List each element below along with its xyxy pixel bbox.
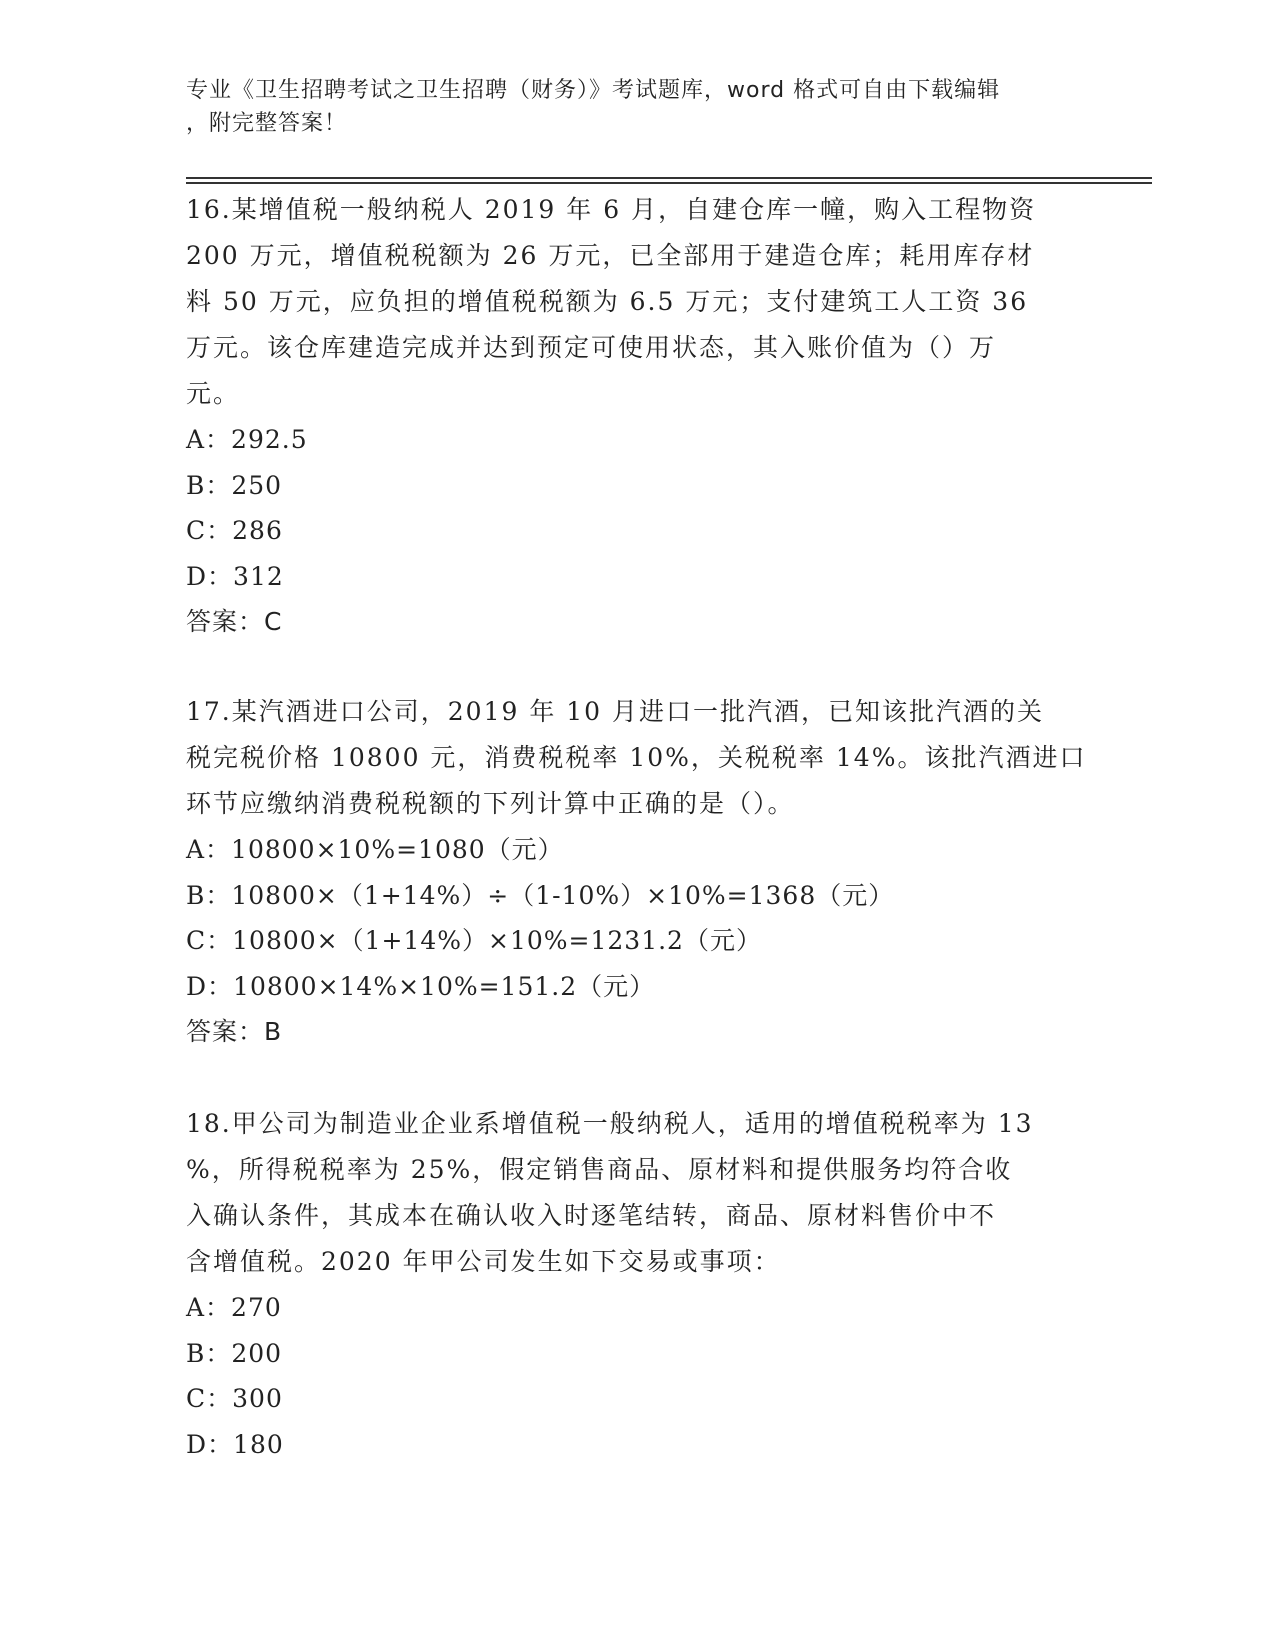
stem-line: 入确认条件，其成本在确认收入时逐笔结转，商品、原材料售价中不 [186, 1201, 997, 1230]
stem-line: 万元。该仓库建造完成并达到预定可使用状态，其入账价值为（）万 [186, 333, 997, 362]
stem-line: 元。 [186, 379, 241, 408]
option-a: A：270 [186, 1293, 282, 1322]
option-b: B：200 [186, 1338, 283, 1368]
header-line: ，附完整答案！ [186, 111, 348, 136]
header-divider-bottom [186, 182, 1152, 184]
option-b: B：250 [186, 470, 283, 500]
question-options [186, 827, 1086, 1009]
stem-line: 料 50 万元，应负担的增值税税额为 6.5 万元；支付建筑工人工资 36 [186, 287, 1029, 316]
question-17 [186, 689, 1086, 1055]
option-b: B：10800×（1+14%）÷（1-10%）×10%=1368（元） [186, 880, 895, 910]
stem-line: 17.某汽酒进口公司，2019 年 10 月进口一批汽酒，已知该批汽酒的关 [186, 697, 1045, 726]
header-line: 专业《卫生招聘考试之卫生招聘（财务）》考试题库，word 格式可自由下载编辑 [186, 78, 1001, 103]
option-c: C：286 [186, 516, 283, 545]
stem-line: 含增值税。2020 年甲公司发生如下交易或事项： [186, 1247, 781, 1276]
option-a: A：10800×10%=1080（元） [186, 835, 564, 864]
stem-line: %，所得税税率为 25%，假定销售商品、原材料和提供服务均符合收 [186, 1155, 1013, 1184]
option-d: D：180 [186, 1429, 284, 1459]
stem-line: 18.甲公司为制造业企业系增值税一般纳税人，适用的增值税税率为 13 [186, 1109, 1034, 1138]
question-stem [186, 1101, 1086, 1285]
option-c: C：10800×（1+14%）×10%=1231.2（元） [186, 926, 762, 955]
header-divider-top [186, 177, 1152, 179]
stem-line: 环节应缴纳消费税税额的下列计算中正确的是（）。 [186, 789, 795, 818]
question-16 [186, 187, 1086, 645]
question-stem [186, 689, 1086, 827]
option-d: D：312 [186, 561, 284, 591]
question-options [186, 1285, 1086, 1467]
question-18 [186, 1101, 1086, 1467]
question-stem [186, 187, 1086, 417]
option-d: D：10800×14%×10%=151.2（元） [186, 971, 656, 1001]
stem-line: 200 万元，增值税税额为 26 万元，已全部用于建造仓库；耗用库存材 [186, 241, 1035, 270]
answer: 答案：C [186, 607, 283, 636]
option-a: A：292.5 [186, 425, 308, 454]
option-c: C：300 [186, 1384, 283, 1413]
document-header [186, 74, 1066, 140]
stem-line: 16.某增值税一般纳税人 2019 年 6 月，自建仓库一幢，购入工程物资 [186, 195, 1037, 224]
stem-line: 税完税价格 10800 元，消费税税率 10%，关税税率 14%。该批汽酒进口 [186, 743, 1087, 772]
answer: 答案：B [186, 1017, 283, 1046]
question-options [186, 417, 1086, 599]
